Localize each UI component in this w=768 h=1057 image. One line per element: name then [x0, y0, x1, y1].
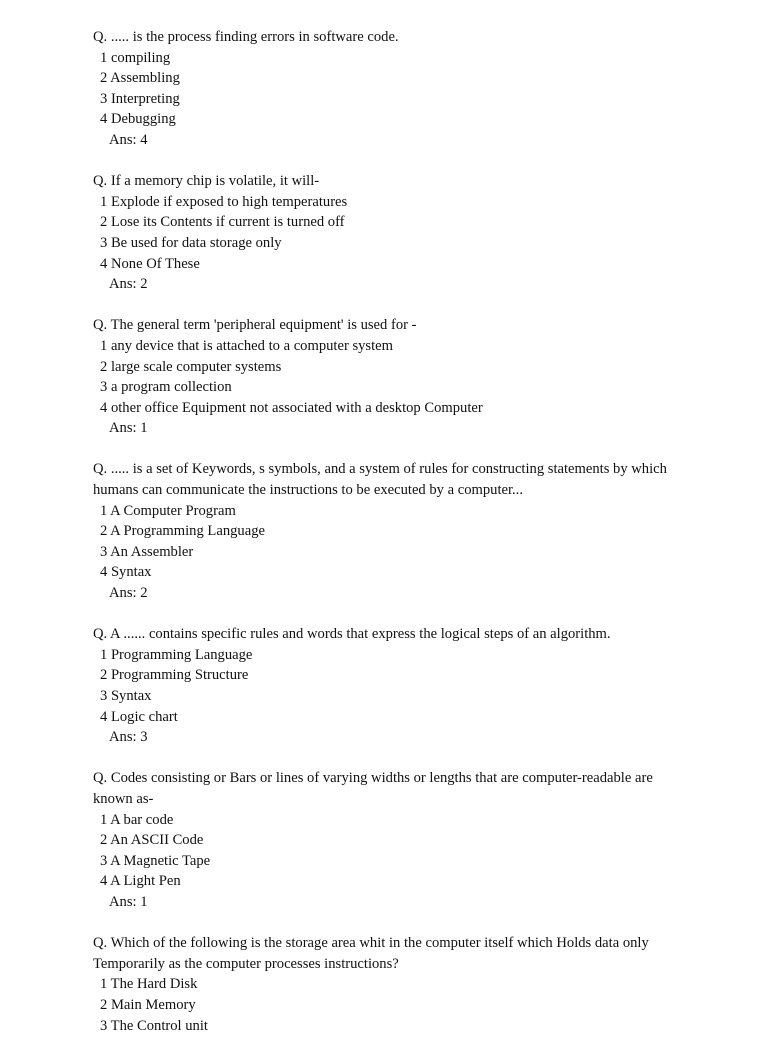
- question-text: Q. Codes consisting or Bars or lines of varying widths or lengths that are computer-readable are known as-: [93, 770, 657, 807]
- option-1: 1 A Computer Program: [100, 502, 236, 519]
- answer-text: Ans: 2: [109, 585, 148, 602]
- option-4: 4 A Light Pen: [100, 873, 181, 890]
- question-text: Q. ..... is a set of Keywords, s symbols, and a system of rules for constructing statements by which humans can communicate the instructions to be executed by a computer...: [93, 461, 671, 499]
- option-2: 2 A Programming Language: [100, 523, 265, 540]
- option-2: 2 Assembling: [100, 70, 180, 87]
- question-block: [93, 171, 693, 295]
- option-3: 3 Syntax: [100, 688, 152, 704]
- option-1: 1 compiling: [100, 49, 171, 66]
- answer-text: Ans: 1: [109, 893, 148, 910]
- question-block: [93, 768, 693, 912]
- option-3: 3 Be used for data storage only: [100, 234, 282, 251]
- option-3: 3 a program collection: [100, 379, 232, 396]
- option-2: 2 Lose its Contents if current is turned off: [100, 214, 345, 231]
- question-text: Q. If a memory chip is volatile, it will-: [93, 173, 320, 190]
- question-block: [93, 933, 693, 1036]
- question-block: [93, 315, 693, 439]
- question-text: Q. The general term 'peripheral equipment' is used for -: [93, 317, 417, 334]
- question-text: Q. A ...... contains specific rules and words that express the logical steps of an algorithm.: [93, 626, 611, 643]
- option-2: 2 large scale computer systems: [100, 358, 282, 375]
- option-1: 1 Programming Language: [100, 646, 253, 663]
- document-page: [93, 27, 693, 1057]
- question-block: [93, 27, 693, 151]
- answer-text: Ans: 4: [109, 131, 148, 148]
- question-text: Q. ..... is the process finding errors in software code.: [93, 29, 399, 45]
- answer-text: Ans: 2: [109, 276, 148, 293]
- option-1: 1 Explode if exposed to high temperatures: [100, 193, 348, 210]
- option-4: 4 Logic chart: [100, 708, 178, 725]
- question-text: Q. Which of the following is the storage area whit in the computer itself which Holds data only Temporarily as the computer processes instructions?: [93, 935, 653, 972]
- option-3: 3 An Assembler: [100, 543, 194, 560]
- option-4: 4 Syntax: [100, 564, 152, 581]
- question-block: [93, 624, 693, 748]
- answer-text: Ans: 3: [109, 729, 148, 746]
- option-2: 2 An ASCII Code: [100, 832, 204, 849]
- option-3: 3 The Control unit: [100, 1017, 208, 1034]
- option-1: 1 any device that is attached to a computer system: [100, 337, 393, 354]
- option-1: 1 The Hard Disk: [100, 976, 198, 993]
- option-3: 3 A Magnetic Tape: [100, 852, 211, 869]
- option-1: 1 A bar code: [100, 811, 174, 828]
- option-4: 4 other office Equipment not associated with a desktop Computer: [100, 399, 483, 416]
- answer-text: Ans: 1: [109, 420, 148, 437]
- option-3: 3 Interpreting: [100, 90, 180, 107]
- option-2: 2 Main Memory: [100, 996, 196, 1013]
- option-2: 2 Programming Structure: [100, 667, 249, 684]
- question-block: [93, 459, 693, 603]
- option-4: 4 None Of These: [100, 255, 200, 272]
- option-4: 4 Debugging: [100, 111, 176, 128]
